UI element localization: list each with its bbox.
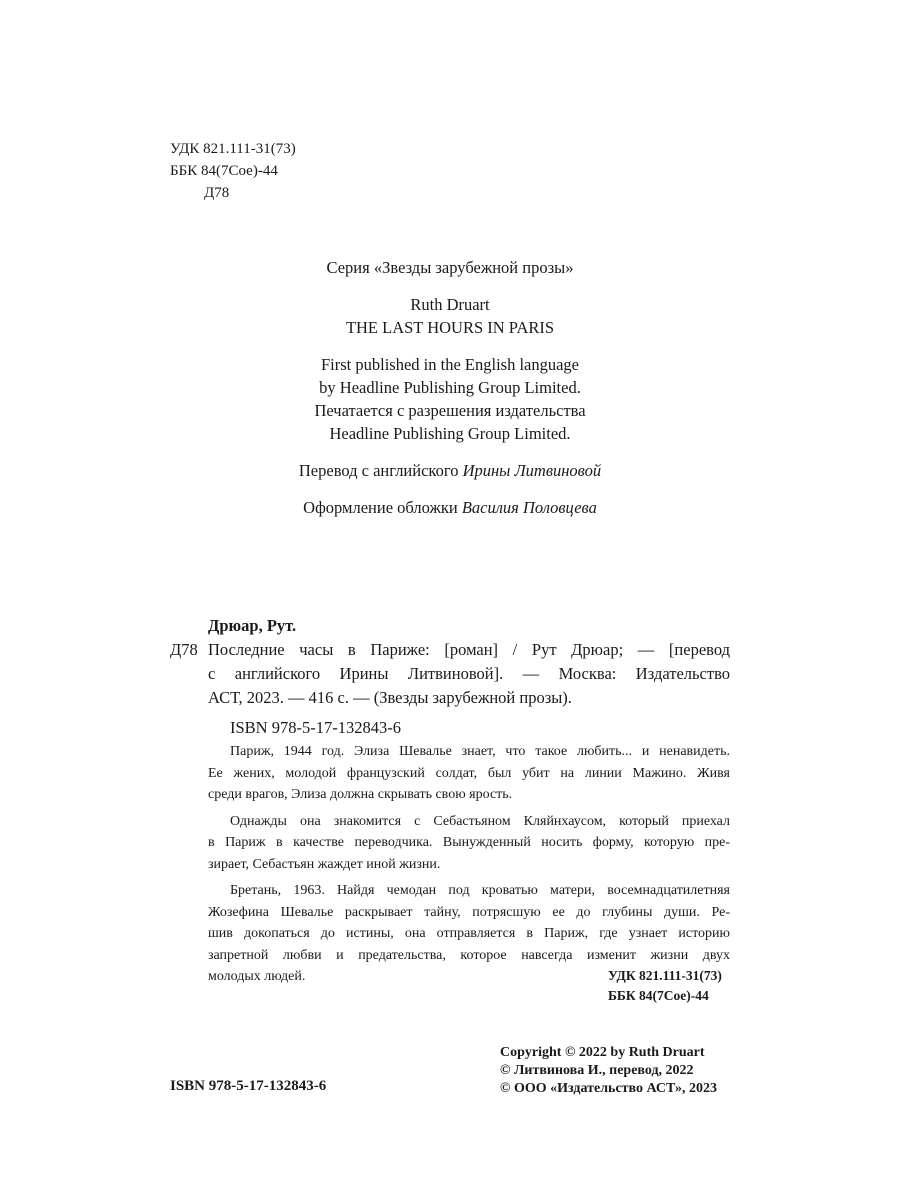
cover-design-credit: [180, 496, 720, 519]
rights-line-1: First published in the English language: [320, 355, 579, 374]
annotation-line: Однажды она знакомится с Себастьяном Кляйнхаусом, который приехал: [230, 813, 730, 829]
series-line: Серия «Звезды зарубежной прозы»: [326, 258, 574, 277]
udk-code: УДК 821.111-31(73): [170, 141, 296, 157]
annotation-line: молодых людей.: [208, 969, 306, 984]
annotation-line: в Париж в качестве переводчика. Вынужденный носить форму, которую пре-: [208, 835, 730, 850]
rights-line-4: Headline Publishing Group Limited.: [329, 424, 571, 443]
classification-block: [170, 138, 296, 204]
annotation-codes: [608, 966, 722, 1006]
copyright-line-1: Copyright © 2022 by Ruth Druart: [500, 1045, 705, 1060]
annotation-line: среди врагов, Элиза должна скрывать свою ярость.: [208, 787, 513, 802]
annotation-paragraph: [208, 811, 730, 876]
biblio-line-2: с английского Ирины Литвиновой]. — Москва: Издательство: [208, 664, 730, 683]
biblio-code: Д78: [170, 640, 198, 659]
biblio-isbn: ISBN 978-5-17-132843-6: [230, 718, 401, 737]
bottom-isbn: ISBN 978-5-17-132843-6: [170, 1078, 327, 1094]
annotation-line: шив докопаться до истины, она отправляется в Париж, где узнает историю: [208, 926, 730, 941]
annotation-bbk: ББК 84(7Сое)-44: [608, 988, 709, 1003]
publication-info: [180, 256, 720, 519]
author-mark: Д78: [204, 185, 230, 201]
annotation-line: зирает, Себастьян жаждет иной жизни.: [208, 856, 441, 872]
biblio-description: [208, 638, 730, 710]
translator-name: Ирины Литвиновой: [462, 461, 602, 480]
copyright-line-3: © ООО «Издательство АСТ», 2023: [500, 1081, 718, 1096]
translation-prefix: Перевод с английского: [298, 461, 463, 480]
copyright-line-2: © Литвинова И., перевод, 2022: [500, 1063, 694, 1078]
copyright-block: [500, 1044, 717, 1098]
annotation-line: Ее жених, молодой французский солдат, был убит на линии Мажино. Живя: [208, 765, 730, 781]
annotation: [208, 741, 730, 993]
original-title: THE LAST HOURS IN PARIS: [345, 318, 555, 337]
annotation-line: запретной любви и предательства, которое навсегда изменит жизни двух: [208, 947, 730, 963]
original-author: Ruth Druart: [410, 295, 490, 314]
annotation-udk: УДК 821.111-31(73): [608, 968, 722, 983]
cover-designer-name: Василия Половцева: [461, 498, 597, 517]
rights-line-2: by Headline Publishing Group Limited.: [319, 378, 581, 397]
annotation-line: Париж, 1944 год. Элиза Шевалье знает, что такое любить... и ненавидеть.: [230, 744, 730, 759]
rights-line-3: Печатается с разрешения издательства: [314, 401, 586, 420]
bbk-code: ББК 84(7Сое)-44: [170, 163, 278, 179]
biblio-author: Дрюар, Рут.: [208, 616, 297, 635]
annotation-line: Бретань, 1963. Найдя чемодан под кроватью матери, восемнадцатилетняя: [230, 883, 730, 898]
translation-credit: [180, 459, 720, 482]
annotation-paragraph: [208, 741, 730, 806]
annotation-line: Жозефина Шевалье раскрывает тайну, потрясшую ее до глубины души. Ре-: [208, 904, 730, 920]
biblio-line-1: Последние часы в Париже: [роман] / Рут Дрюар; — [перевод: [208, 640, 730, 659]
bibliographic-record: [170, 614, 730, 740]
biblio-line-3: АСТ, 2023. — 416 с. — (Звезды зарубежной прозы).: [208, 688, 572, 707]
cover-design-prefix: Оформление обложки: [303, 498, 462, 517]
